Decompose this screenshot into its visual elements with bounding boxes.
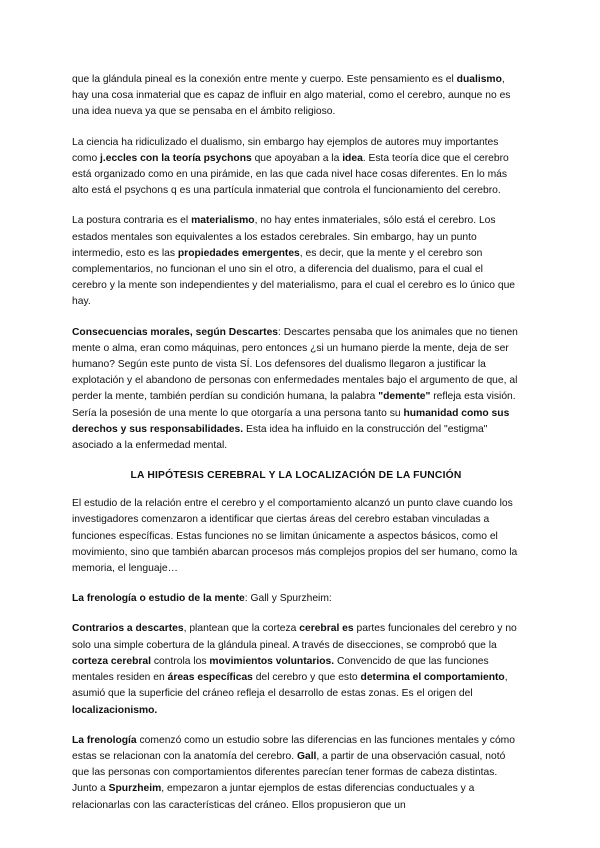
bold-term: áreas específicas <box>167 672 253 684</box>
text-run: del cerebro y que esto <box>252 672 361 684</box>
text-run: que la glándula pineal es la conexión entre mente y cuerpo. Este pensamiento es el <box>72 74 457 85</box>
text-run: : Descartes pensaba que los animales que no tienen mente o alma, eran como máquinas, pero entonces ¿si un humano pierde la mente, deja de ser humano? Según este punto de vista SÍ. Los defensores del dualismo llegaron a justificar la explotación y el abandono de personas con enfermedades mentales bajo el argumento de que, al perder la mente, también perdían su condición humana, la palabra <box>72 326 518 403</box>
bold-term: j.eccles con la teoría psychons <box>100 152 252 164</box>
bold-term: idea <box>342 152 363 164</box>
paragraph-consecuencias <box>72 325 520 455</box>
paragraph-frenologia <box>72 733 520 814</box>
text-run: partes funcionales del cerebro y no solo una simple cobertura de la glándula pineal. A través de disecciones, se comprobó que la <box>72 623 517 651</box>
bold-term: determina el comportamiento <box>360 672 505 684</box>
bold-term: localizacionismo. <box>72 704 158 716</box>
bold-term: dualismo <box>456 74 502 85</box>
text-run: El estudio de la relación entre el cerebro y el comportamiento alcanzó un punto clave cuando los investigadores comenzaron a identificar que ciertas áreas del cerebro estaban vinculadas a funciones específicas. Estas funciones no se limitan únicamente a aspectos básicos, como el movimiento, sino que también abarcan procesos más complejos propios del ser humano, como la memoria, el lenguaje… <box>72 498 518 575</box>
text-run: que apoyaban a la <box>251 152 343 164</box>
paragraph-frenologia-title <box>72 591 520 607</box>
text-run: Esta idea ha influido en la construcción del "estigma" asociado a la enfermedad mental. <box>72 423 488 452</box>
text-run: , a partir de una observación casual, notó que las personas con comportamientos diferentes parecían tener formas de cabeza distintas. Junto a <box>72 750 506 795</box>
paragraph-dualismo <box>72 72 520 121</box>
text-run: Convencido de que las funciones mentales residen en <box>72 655 489 684</box>
text-run: , plantean que la corteza <box>183 623 300 635</box>
bold-term: Consecuencias morales, según Descartes <box>72 326 279 338</box>
text-run: , es decir, que la mente y el cerebro son complementarios, no funcionan el uno sin el otro, a diferencia del dualismo, para el cual el cerebro y la mente son independientes y del materialismo, para el cual el cerebro es lo único que hay. <box>72 247 516 308</box>
bold-term: La frenología <box>72 734 137 746</box>
section-heading: LA HIPÓTESIS CEREBRAL Y LA LOCALIZACIÓN DE LA FUNCIÓN <box>130 470 462 482</box>
text-run: . Esta teoría dice que el cerebro está organizado como en una pirámide, en las que cada nivel hace cosas diferentes. En lo más alto está el psychons q es una partícula inmaterial que controla el funcionamiento del cerebro. <box>72 152 509 197</box>
bold-term: propiedades emergentes <box>177 247 300 259</box>
text-run: comenzó como un estudio sobre las diferencias en las funciones mentales y cómo estas se relacionan con la anatomía del cerebro. <box>72 734 515 762</box>
text-run: La ciencia ha ridiculizado el dualismo, sin embargo hay ejemplos de autores muy importantes como <box>72 136 499 164</box>
bold-term: corteza cerebral <box>72 655 151 667</box>
text-run: : Gall y Spurzheim: <box>244 593 332 605</box>
text-run: La postura contraria es el <box>72 215 192 227</box>
bold-term: Contrarios a descartes <box>72 623 184 635</box>
text-run: refleja esta visión. Sería la posesión de una mente lo que otorgaría a una persona tanto su <box>72 391 516 419</box>
bold-term: "demente" <box>378 391 431 403</box>
text-run: , empezaron a juntar ejemplos de estas diferencias conductuales y a relacionarlas con las características del cráneo. Ellos propusieron que un <box>72 783 475 811</box>
paragraph-contrarios <box>72 621 520 718</box>
text-run: , hay una cosa inmaterial que es capaz de influir en algo material, como el cerebro, aunque no es una idea nueva ya que se pensaba en el ámbito religioso. <box>72 74 511 118</box>
text-run: , no hay entes inmateriales, sólo está el cerebro. Los estados mentales son equivalentes a los estados cerebrales. Sin embargo, hay un punto intermedio, esto es las <box>72 215 496 259</box>
text-run: , asumió que la superficie del cráneo refleja el desarrollo de estas zonas. Es el origen del <box>72 672 508 700</box>
paragraph-estudio <box>72 496 520 577</box>
bold-term: humanidad como sus derechos y sus responsabilidades. <box>72 407 510 435</box>
bold-term: cerebral es <box>299 623 354 635</box>
bold-term: Gall <box>296 750 317 762</box>
bold-term: Spurzheim <box>108 783 162 795</box>
paragraph-materialismo <box>72 213 520 310</box>
bold-term: movimientos voluntarios. <box>209 655 335 667</box>
text-run: controla los <box>151 655 210 667</box>
paragraph-eccles <box>72 135 520 200</box>
bold-term: La frenología o estudio de la mente <box>72 593 245 605</box>
bold-term: materialismo <box>191 215 255 227</box>
